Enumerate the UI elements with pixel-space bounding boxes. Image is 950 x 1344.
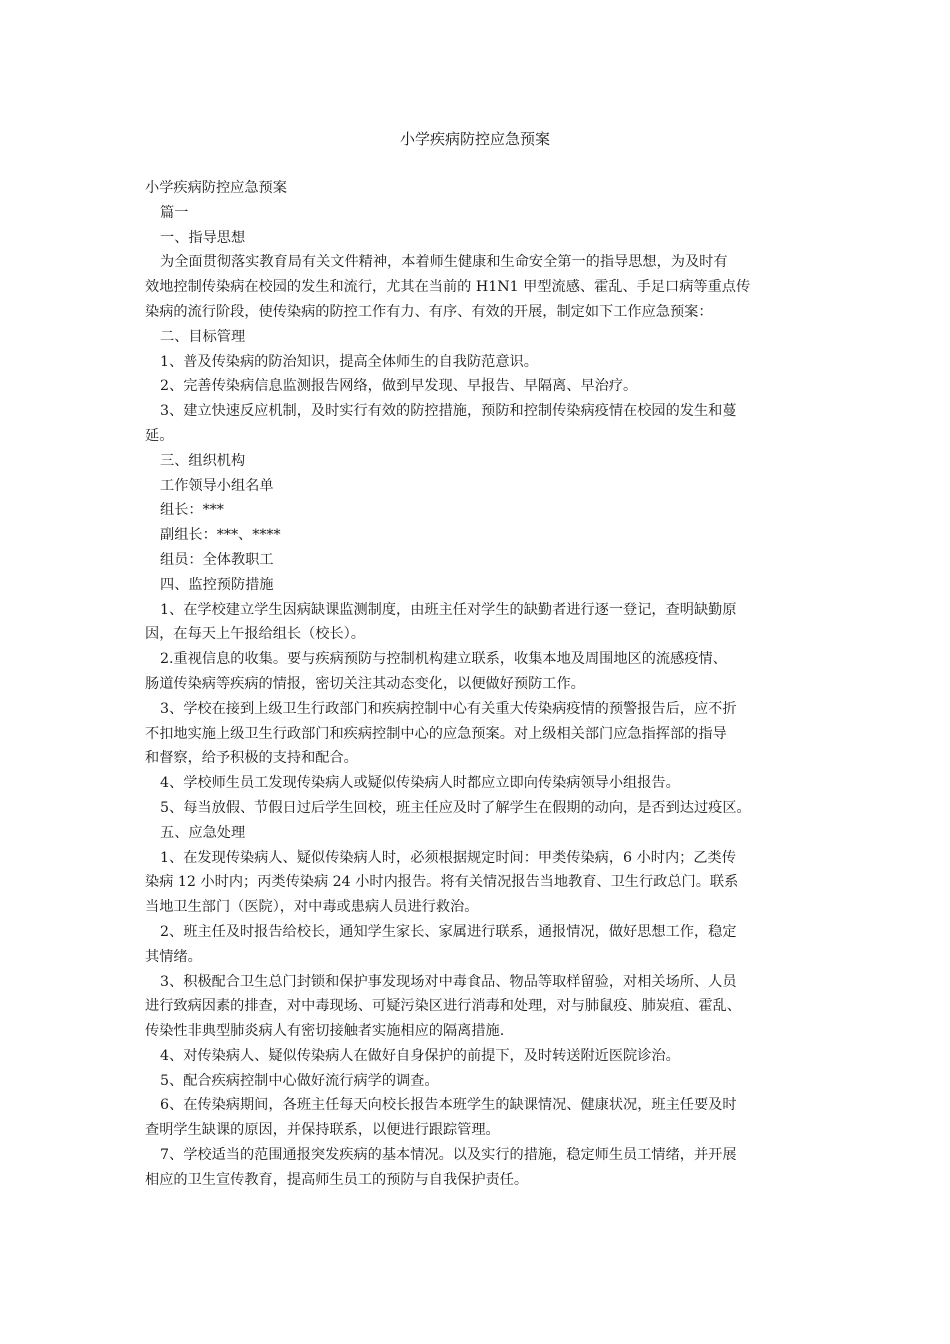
text-line: 3、建立快速反应机制，及时实行有效的防控措施，预防和控制传染病疫情在校园的发生和蔓 [160, 403, 737, 420]
text-line: 和督察，给予积极的支持和配合。 [145, 750, 358, 767]
text-line: 5、配合疾病控制中心做好流行病学的调查。 [160, 1072, 439, 1089]
text-line: 二、目标管理 [160, 328, 246, 345]
text-line: 为全面贯彻落实教育局有关文件精神，本着师生健康和生命安全第一的指导思想，为及时有 [160, 254, 728, 271]
text-line: 副组长：***、**** [160, 527, 281, 544]
text-line: 3、积极配合卫生总门封锁和保护事发现场对中毒食品、物品等取样留验，对相关场所、人员 [160, 973, 737, 990]
text-line: 染病 12 小时内；丙类传染病 24 小时内报告。将有关情况报告当地教育、卫生行政总门。联系 [145, 874, 739, 891]
text-line: 6、在传染病期间，各班主任每天向校长报告本班学生的缺课情况、健康状况，班主任要及时 [160, 1097, 737, 1114]
text-line: 2、班主任及时报告给校长，通知学生家长、家属进行联系，通报情况，做好思想工作，稳定 [160, 923, 737, 940]
text-line: 染病的流行阶段，使传染病的防控工作有力、有序、有效的开展，制定如下工作应急预案： [145, 303, 713, 320]
text-line: 篇一 [160, 204, 189, 221]
text-line: 效地控制传染病在校园的发生和流行，尤其在当前的 H1N1 甲型流感、霍乱、手足口病等重点传 [145, 279, 751, 296]
text-line: 2.重视信息的收集。要与疾病预防与控制机构建立联系，收集本地及周围地区的流感疫情、 [160, 651, 727, 668]
text-line: 工作领导小组名单 [160, 477, 274, 494]
text-line: 4、对传染病人、疑似传染病人在做好自身保护的前提下，及时转送附近医院诊治。 [160, 1047, 680, 1064]
text-line: 肠道传染病等疾病的情报，密切关注其动态变化，以便做好预防工作。 [145, 675, 585, 692]
text-line: 进行致病因素的排查，对中毒现场、可疑污染区进行消毒和处理，对与肺鼠疫、肺炭疽、霍乱、 [145, 998, 741, 1015]
text-line: 查明学生缺课的原因，并保持联系，以便进行跟踪管理。 [145, 1122, 500, 1139]
text-line: 其情绪。 [145, 948, 202, 965]
document-title: 小学疾病防控应急预案 [399, 130, 550, 148]
text-line: 一、指导思想 [160, 229, 246, 246]
text-line: 当地卫生部门（医院），对中毒或患病人员进行救治。 [145, 899, 479, 916]
text-line: 四、监控预防措施 [160, 576, 274, 593]
text-line: 1、在学校建立学生因病缺课监测制度，由班主任对学生的缺勤者进行逐一登记，查明缺勤原 [160, 601, 737, 618]
text-line: 小学疾病防控应急预案 [145, 180, 287, 196]
text-line: 相应的卫生宣传教育，提高师生员工的预防与自我保护责任。 [145, 1171, 529, 1188]
text-line: 延。 [145, 427, 174, 444]
text-line: 因，在每天上午报给组长（校长）。 [145, 626, 365, 643]
text-line: 不扣地实施上级卫生行政部门和疾病控制中心的应急预案。对上级相关部门应急指挥部的指导 [145, 725, 727, 742]
text-line: 7、学校适当的范围通报突发疾病的基本情况。以及实行的措施，稳定师生员工情绪，并开展 [160, 1147, 737, 1164]
text-line: 5、每当放假、节假日过后学生回校，班主任应及时了解学生在假期的动向，是否到达过疫区。 [160, 799, 751, 816]
text-line: 3、学校在接到上级卫生行政部门和疾病控制中心有关重大传染病疫情的预警报告后，应不折 [160, 700, 737, 717]
document-body [145, 176, 815, 1193]
text-line: 三、组织机构 [160, 452, 246, 469]
text-line: 组员：全体教职工 [160, 551, 274, 568]
text-line: 1、普及传染病的防治知识，提高全体师生的自我防范意识。 [160, 353, 538, 370]
text-line: 2、完善传染病信息监测报告网络，做到早发现、早报告、早隔离、早治疗。 [160, 378, 638, 395]
text-line: 组长：*** [160, 502, 224, 519]
text-line: 1、在发现传染病人、疑似传染病人时，必须根据规定时间：甲类传染病，6 小时内；乙类传 [160, 849, 736, 866]
text-line: 传染性非典型肺炎病人有密切接触者实施相应的隔离措施. [145, 1023, 505, 1040]
text-line: 五、应急处理 [160, 824, 246, 841]
text-line: 4、学校师生员工发现传染病人或疑似传染病人时都应立即向传染病领导小组报告。 [160, 775, 680, 792]
